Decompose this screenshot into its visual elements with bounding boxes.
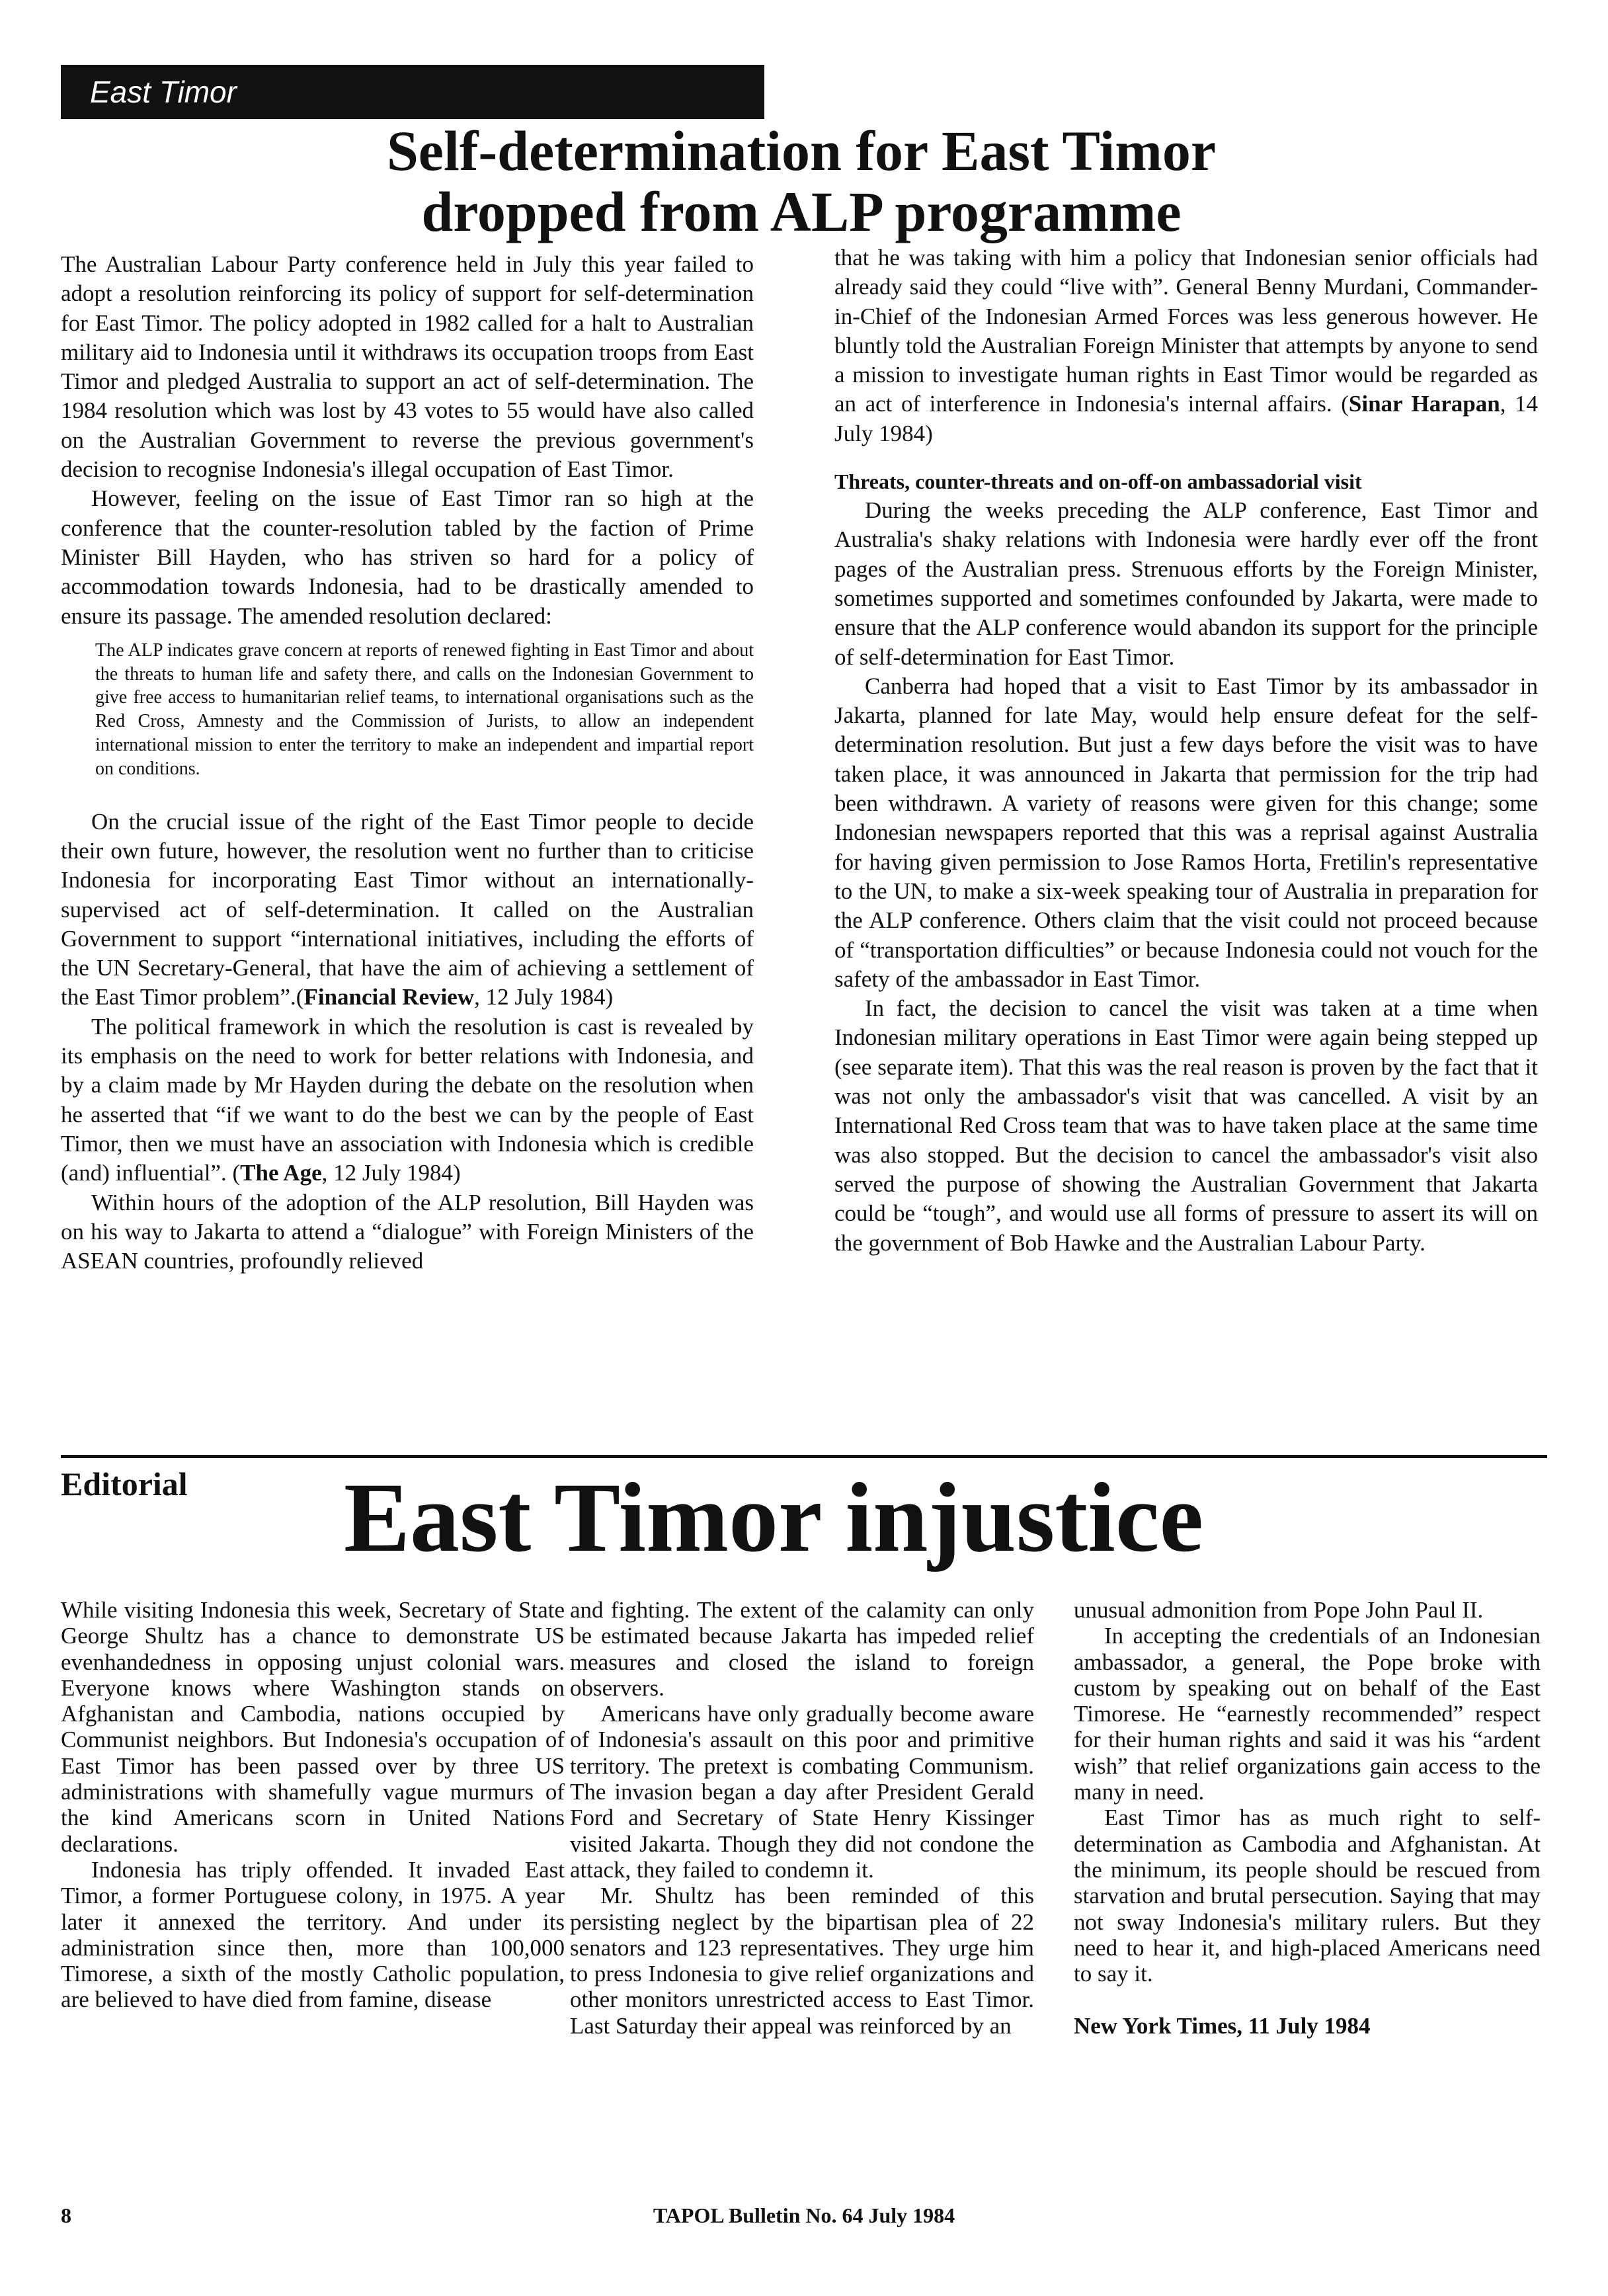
article-paragraph: Canberra had hoped that a visit to East Timor by its ambassador in Jakarta, planned for late May, would help ensure defeat for the self-determination resolution. But just a few days before the visit was to have taken place, it was announced in Jakarta that permission for the trip had been withdrawn. A variety of reasons were given for this change; some Indonesian newspapers reported that this was a reprisal against Australia for having given permission to Jose Ramos Horta, Fretilin's representative to the UN, to make a six-week speaking tour of Australia in preparation for the ALP conference. Others claim that the visit could not proceed because of “transportation difficulties” or because Indonesia could not vouch for the safety of the ambassador in East Timor. (834, 673, 1538, 992)
editorial-paragraph: Mr. Shultz has been reminded of this persisting neglect by the bipartisan plea of 22 senators and 123 representatives. They urge him to press Indonesia to give relief organizations and other monitors unrestricted access to East Timor. Last Saturday their appeal was reinforced by an (570, 1883, 1034, 2039)
article-paragraph: During the weeks preceding the ALP conference, East Timor and Australia's shaky relations with Indonesia were hardly ever off the front pages of the Australian press. Strenuous efforts by the Foreign Minister, sometimes supported and sometimes confounded by Jakarta, were made to ensure that the ALP conference would abandon its support for the principle of self-determination for East Timor. (834, 497, 1538, 670)
editorial-column-1 (61, 1597, 565, 2013)
source-name: Financial Review (303, 984, 475, 1010)
source-date: , 14 July 1984) (834, 391, 1539, 446)
editorial-paragraph: In accepting the credentials of an Indonesian ambassador, a general, the Pope broke with custom by speaking out on behalf of the East Timorese. He “earnestly recommended” respect for their human rights and said it was his “ardent wish” that relief organizations gain access to the many in need. (1074, 1623, 1541, 1805)
editorial-paragraph: While visiting Indonesia this week, Secretary of State George Shultz has a chance to demonstrate US evenhandedness in opposing unjust colonial wars. Everyone knows where Washington stands on Afghanistan and Cambodia, nations occupied by Communist neighbors. But Indonesia's occupation of East Timor has been passed over by three US administrations with shamefully vague murmurs of the kind Americans scorn in United Nations declarations. (61, 1597, 565, 1857)
editorial-paragraph: Indonesia has triply offended. It invaded East Timor, a former Portuguese colony, in 1975. A year later it annexed the territory. And under its administration since then, more than 100,000 Timorese, a sixth of the mostly Catholic population, are believed to have died from famine, disease (61, 1856, 565, 2013)
source-date: , 12 July 1984) (474, 984, 614, 1010)
editorial-paragraph: unusual admonition from Pope John Paul II. (1074, 1597, 1484, 1623)
editorial-column-2 (570, 1597, 1034, 2039)
page-number: 8 (61, 2203, 71, 2227)
editorial-column-3 (1074, 1597, 1541, 2039)
source-name: The Age (240, 1160, 322, 1186)
editorial-headline: East Timor injustice (343, 1463, 1204, 1573)
article-paragraph: The Australian Labour Party conference held in July this year failed to adopt a resolution reinforcing its policy of support for self-determination for East Timor. The policy adopted in 1982 called for a halt to Australian military aid to Indonesia until it withdraws its occupation troops from East Timor and pledged Australia to support an act of self-determination. The 1984 resolution which was lost by 43 votes to 55 would have also called on the Australian Government to reverse the previous government's decision to recognise Indonesia's illegal occupation of East Timor. (61, 251, 754, 483)
article-paragraph (61, 807, 754, 1012)
article-column-right (834, 243, 1538, 1258)
article-headline (61, 120, 1542, 242)
editorial-source: New York Times, 11 July 1984 (1074, 2013, 1371, 2039)
article-column-left (61, 250, 754, 1276)
source-date: , 12 July 1984) (321, 1160, 461, 1186)
paragraph-text: On the crucial issue of the right of the East Timor people to decide their own future, however, the resolution went no further than to criticise Indonesia for incorporating East Timor without an internationally-supervised act of self-determination. It called on the Australian Government to support “international initiatives, including the efforts of the UN Secretary-General, that have the aim of achieving a settlement of the East Timor problem”.( (61, 808, 754, 1010)
paragraph-text: that he was taking with him a policy that Indonesian senior officials had already said they could “live with”. General Benny Murdani, Commander-in-Chief of the Indonesian Armed Forces was less generous however. He bluntly told the Australian Foreign Minister that attempts by anyone to send a mission to investigate human rights in East Timor would be regarded as an act of interference in Indonesia's internal affairs. ( (834, 245, 1538, 417)
bulletin-footer: TAPOL Bulletin No. 64 July 1984 (653, 2203, 955, 2227)
article-paragraph (61, 1012, 754, 1188)
headline-line-1: Self-determination for East Timor (386, 119, 1217, 183)
editorial-paragraph: and fighting. The extent of the calamity can only be estimated because Jakarta has impeded relief measures and closed the island to foreign observers. (570, 1597, 1034, 1701)
source-name: Sinar Harapan (1348, 391, 1500, 417)
article-paragraph: However, feeling on the issue of East Timor ran so high at the conference that the counter-resolution tabled by the faction of Prime Minister Bill Hayden, who has striven so hard for a policy of accommodation towards Indonesia, had to be drastically amended to ensure its passage. The amended resolution declared: (61, 485, 754, 629)
article-subheading: Threats, counter-threats and on-off-on ambassadorial visit (834, 470, 1362, 494)
article-paragraph: Within hours of the adoption of the ALP resolution, Bill Hayden was on his way to Jakarta to attend a “dialogue” with Foreign Ministers of the ASEAN countries, profoundly relieved (61, 1189, 754, 1274)
article-paragraph (834, 243, 1538, 448)
editorial-label: Editorial (61, 1465, 188, 1502)
editorial-paragraph: Americans have only gradually become aware of Indonesia's assault on this poor and primitive territory. The pretext is combating Communism. The invasion began a day after President Gerald Ford and Secretary of State Henry Kissinger visited Jakarta. Though they did not condone the attack, they failed to condemn it. (570, 1701, 1034, 1883)
resolution-quote: The ALP indicates grave concern at reports of renewed fighting in East Timor and about the threats to human life and safety there, and calls on the Indonesian Government to give free access to humanitarian relief teams, to international organisations such as the Red Cross, Amnesty and the Commission of Jurists, to allow an independent international mission to enter the territory to make an independent and impartial report on conditions. (95, 639, 754, 779)
headline-line-2: dropped from ALP programme (421, 180, 1182, 243)
article-paragraph: In fact, the decision to cancel the visit was taken at a time when Indonesian military operations in East Timor were again being stepped up (see separate item). That this was the real reason is proven by the fact that it was not only the ambassador's visit that was cancelled. A visit by an International Red Cross team that was to have taken place at the same time was also stopped. But the decision to cancel the ambassador's visit also served the purpose of showing the Australian Government that Jakarta could be “tough”, and would use all forms of pressure to assert its will on the government of Bob Hawke and the Australian Labour Party. (834, 995, 1538, 1256)
section-tab: East Timor (61, 65, 764, 119)
paragraph-text: The political framework in which the resolution is cast is revealed by its emphasis on the need to work for better relations with Indonesia, and by a claim made by Mr Hayden during the debate on the resolution when he asserted that “if we want to do the best we can by the people of East Timor, then we must have an association with Indonesia which is credible (and) influential”. ( (61, 1013, 754, 1186)
editorial-paragraph: East Timor has as much right to self-determination as Cambodia and Afghanistan. At the minimum, its people should be rescued from starvation and brutal persecution. Saying that may not sway Indonesia's military rulers. But they need to hear it, and high-placed Americans need to say it. (1074, 1805, 1541, 1987)
